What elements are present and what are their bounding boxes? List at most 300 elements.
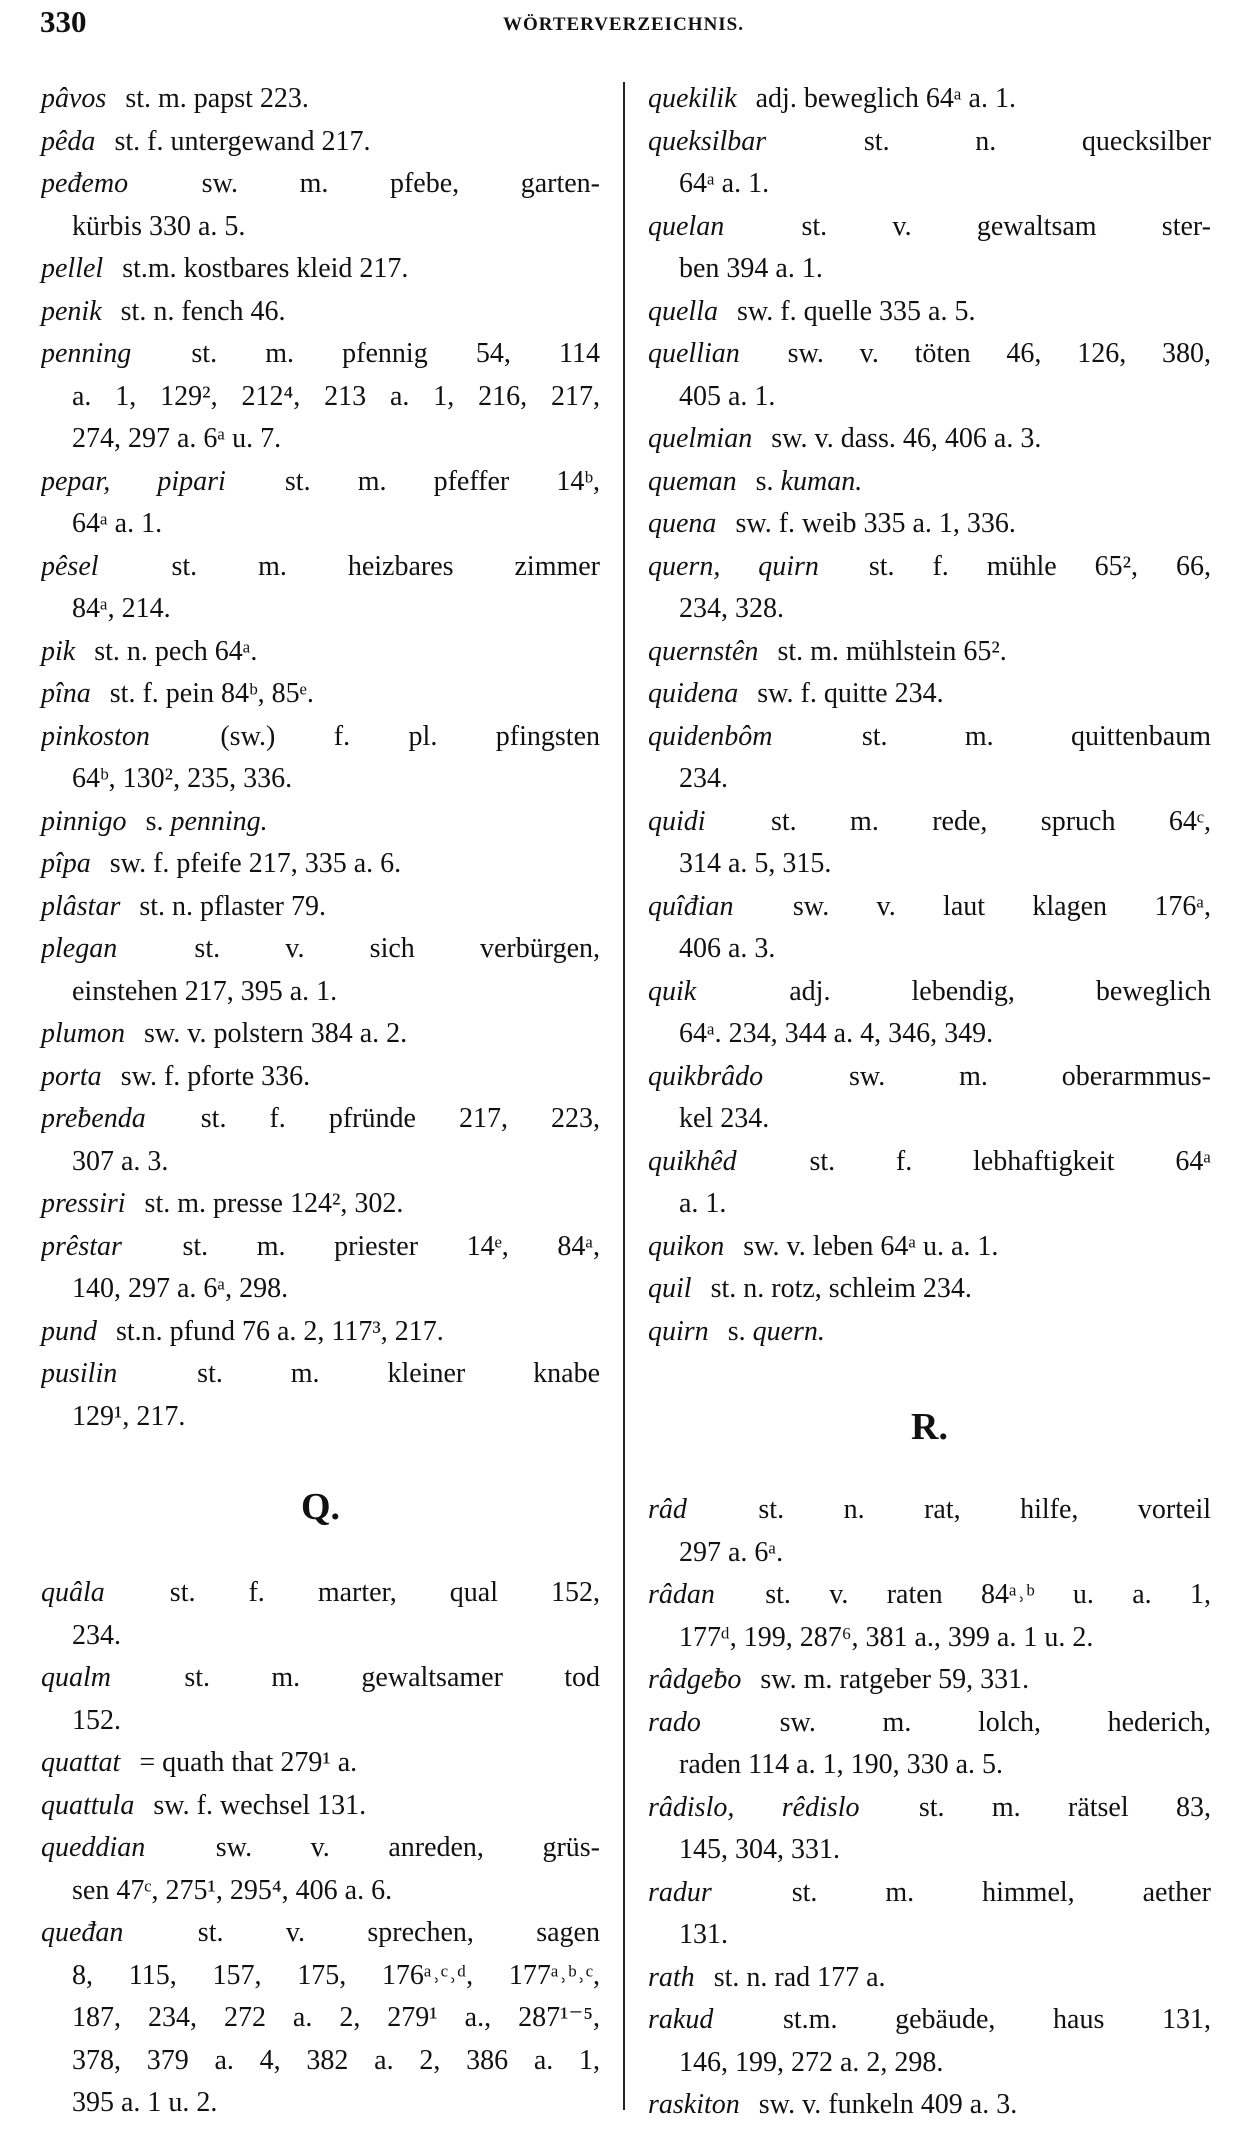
entry-text: 395 a. 1 u. 2. xyxy=(72,2087,218,2118)
entry-text: sen 47ᶜ, 275¹, 295⁴, 406 a. 6. xyxy=(72,1874,393,1906)
entry-text: st. n. pflaster 79. xyxy=(139,890,326,922)
headword: penning xyxy=(41,338,132,369)
entry-text: raden 114 a. 1, 190, 330 a. 5. xyxy=(679,1749,1003,1780)
entry-first-line xyxy=(648,1659,1211,1702)
entry-text: a. 1. xyxy=(679,1188,727,1219)
headword: quattula xyxy=(41,1789,135,1821)
headword: pêda xyxy=(41,125,96,157)
entry-continuation-line xyxy=(41,2040,600,2083)
entry-text: st. f. mühle 65², 66, xyxy=(868,550,1211,582)
entry-text: sw. m. oberarmmus- xyxy=(848,1060,1211,1092)
headword: pepar, pipari xyxy=(41,465,226,497)
entry-first-line xyxy=(41,631,600,674)
dictionary-entry xyxy=(41,1098,600,1183)
entry-text: st.m. gebäude, haus 131, xyxy=(782,2004,1211,2035)
entry-text: st. m. pfeffer 14ᵇ, xyxy=(284,465,600,497)
entry-first-line xyxy=(648,1999,1211,2042)
headword: quil xyxy=(648,1273,692,1304)
headword: pund xyxy=(41,1315,97,1347)
dictionary-entry xyxy=(648,1702,1211,1787)
entry-text: 187, 234, 272 a. 2, 279¹ a., 287¹⁻⁵, xyxy=(72,2002,600,2033)
dictionary-entry xyxy=(648,333,1211,418)
entry-text: 406 a. 3. xyxy=(679,933,776,964)
dictionary-entry xyxy=(648,546,1211,631)
entry-first-line xyxy=(41,1183,600,1226)
entry-continuation-line xyxy=(41,1997,600,2040)
dictionary-entry xyxy=(648,1489,1211,1574)
entry-continuation-line xyxy=(648,248,1211,291)
dictionary-entry xyxy=(648,1999,1211,2084)
entry-text: st. n. rat, hilfe, vorteil xyxy=(758,1494,1211,1525)
headword: pêsel xyxy=(41,550,99,582)
entry-first-line xyxy=(648,2084,1211,2127)
entry-text: s. xyxy=(755,465,774,497)
entry-continuation-line xyxy=(648,843,1211,886)
headword: queksilbar xyxy=(648,125,767,157)
headword: quella xyxy=(648,295,718,327)
entry-text: st. f. lebhaftigkeit 64ᵃ xyxy=(809,1145,1211,1177)
headword: quidi xyxy=(648,805,706,837)
entry-first-line xyxy=(41,163,600,206)
headword: qualm xyxy=(41,1662,111,1693)
entry-first-line xyxy=(41,291,600,334)
entry-text: st. v. sich verbürgen, xyxy=(194,933,600,964)
entry-first-line xyxy=(648,1056,1211,1099)
headword: queman xyxy=(648,465,737,497)
entry-text: s. xyxy=(727,1315,746,1347)
entry-text: st.m. kostbares kleid 217. xyxy=(122,253,409,284)
entry-first-line xyxy=(41,886,600,929)
headword: quikbrâdo xyxy=(648,1060,764,1092)
dictionary-entry xyxy=(41,121,600,164)
entry-text: sw. f. quelle 335 a. 5. xyxy=(737,295,976,327)
headword: quîđian xyxy=(648,890,734,922)
entry-first-line xyxy=(41,1742,600,1785)
section-heading-q: Q. xyxy=(300,1486,341,1528)
dictionary-entry xyxy=(648,1226,1211,1269)
entry-first-line xyxy=(41,121,600,164)
entry-continuation-line xyxy=(41,1870,600,1913)
entry-text: sw. m. pfebe, garten- xyxy=(201,168,600,199)
entry-text: sw. m. lolch, hederich, xyxy=(779,1706,1211,1738)
headword: plâstar xyxy=(41,890,121,922)
entry-first-line xyxy=(648,418,1211,461)
entry-text: s. xyxy=(145,805,164,837)
entry-text: st. n. fench 46. xyxy=(120,295,286,327)
entry-text: sw. f. weib 335 a. 1, 336. xyxy=(735,508,1016,539)
dictionary-entry xyxy=(41,1657,600,1742)
headword: rado xyxy=(648,1706,701,1738)
headword: porta xyxy=(41,1060,102,1092)
entry-first-line xyxy=(648,1574,1211,1617)
entry-first-line xyxy=(648,1226,1211,1269)
entry-first-line xyxy=(41,546,600,589)
dictionary-entry xyxy=(41,546,600,631)
headword: quekilik xyxy=(648,83,737,114)
entry-continuation-line xyxy=(41,971,600,1014)
headword: quikon xyxy=(648,1230,725,1262)
entry-continuation-line xyxy=(648,1617,1211,1660)
entry-first-line xyxy=(648,801,1211,844)
dictionary-entry xyxy=(648,418,1211,461)
entry-text: sw. f. pforte 336. xyxy=(120,1060,311,1092)
entry-text: st. n. rotz, schleim 234. xyxy=(710,1273,972,1304)
right-column-entries xyxy=(648,78,1211,1353)
entry-first-line xyxy=(648,631,1211,674)
headword: plegan xyxy=(41,933,118,964)
entry-text: st.n. pfund 76 a. 2, 117³, 217. xyxy=(116,1315,444,1347)
headword: quellian xyxy=(648,338,740,369)
cross-reference: kuman. xyxy=(780,465,863,497)
dictionary-entry xyxy=(41,1226,600,1311)
dictionary-entry xyxy=(41,843,600,886)
entry-text: st. f. pfründe 217, 223, xyxy=(200,1103,600,1134)
headword: quena xyxy=(648,508,717,539)
dictionary-entry xyxy=(648,1574,1211,1659)
entry-first-line xyxy=(41,1657,600,1700)
section-q-entries xyxy=(41,1572,600,2125)
entry-text: 64ᵃ a. 1. xyxy=(679,168,770,199)
entry-text: sw. v. töten 46, 126, 380, xyxy=(787,338,1211,369)
entry-first-line xyxy=(648,121,1211,164)
headword: pinkoston xyxy=(41,720,150,752)
entry-text: st. m. papst 223. xyxy=(125,83,309,114)
dictionary-entry xyxy=(648,503,1211,546)
entry-text: st. m. heizbares zimmer xyxy=(171,550,600,582)
dictionary-entry xyxy=(41,1056,600,1099)
headword: râdan xyxy=(648,1579,715,1610)
entry-text: st. m. priester 14ᵉ, 84ᵃ, xyxy=(182,1230,600,1262)
dictionary-entry xyxy=(648,78,1211,121)
entry-text: a. 1, 129², 212⁴, 213 a. 1, 216, 217, xyxy=(72,380,600,412)
entry-continuation-line xyxy=(648,163,1211,206)
dictionary-entry xyxy=(41,801,600,844)
dictionary-entry xyxy=(648,801,1211,886)
entry-text: st. m. himmel, aether xyxy=(791,1876,1211,1908)
entry-text: 274, 297 a. 6ᵃ u. 7. xyxy=(72,423,282,454)
dictionary-entry xyxy=(648,1141,1211,1226)
entry-continuation-line xyxy=(648,928,1211,971)
entry-text: 405 a. 1. xyxy=(679,380,776,412)
entry-text: sw. v. funkeln 409 a. 3. xyxy=(758,2089,1018,2120)
headword: pik xyxy=(41,635,76,667)
entry-text: st. m. quittenbaum xyxy=(861,720,1211,752)
entry-text: st. f. pein 84ᵇ, 85ᵉ. xyxy=(109,678,314,709)
headword: quirn xyxy=(648,1315,709,1347)
entry-continuation-line xyxy=(648,1532,1211,1575)
dictionary-entry xyxy=(41,1827,600,1912)
entry-text: st. m. presse 124², 302. xyxy=(144,1188,404,1219)
cross-reference: quern. xyxy=(752,1315,825,1347)
headword: raskiton xyxy=(648,2089,740,2120)
entry-continuation-line xyxy=(41,1955,600,1998)
dictionary-entry xyxy=(41,1572,600,1657)
dictionary-entry xyxy=(41,928,600,1013)
entry-text: st. n. pech 64ᵃ. xyxy=(94,635,258,667)
section-heading-r: R. xyxy=(911,1406,948,1448)
headword: penik xyxy=(41,295,102,327)
entry-text: 8, 115, 157, 175, 176ᵃ˒ᶜ˒ᵈ, 177ᵃ˒ᵇ˒ᶜ, xyxy=(72,1959,600,1991)
entry-text: st. v. raten 84ᵃ˒ᵇ u. a. 1, xyxy=(765,1579,1211,1610)
entry-continuation-line xyxy=(41,503,600,546)
entry-text: einstehen 217, 395 a. 1. xyxy=(72,975,338,1007)
headword: pâvos xyxy=(41,83,107,114)
entry-first-line xyxy=(41,1827,600,1870)
headword: queđan xyxy=(41,1917,124,1948)
entry-first-line xyxy=(648,1268,1211,1311)
entry-first-line xyxy=(648,1872,1211,1915)
dictionary-entry xyxy=(41,1353,600,1438)
entry-text: 152. xyxy=(72,1704,121,1736)
entry-first-line xyxy=(648,673,1211,716)
entry-first-line xyxy=(648,1957,1211,2000)
dictionary-entry xyxy=(41,78,600,121)
headword: râd xyxy=(648,1494,687,1525)
dictionary-entry xyxy=(648,291,1211,334)
entry-text: st. m. rätsel 83, xyxy=(918,1791,1211,1823)
dictionary-entry xyxy=(41,631,600,674)
headword: pinnigo xyxy=(41,805,127,837)
dictionary-entry xyxy=(648,886,1211,971)
dictionary-entry xyxy=(41,886,600,929)
headword: quelmian xyxy=(648,423,753,454)
entry-continuation-line xyxy=(41,376,600,419)
entry-text: 234. xyxy=(72,1619,121,1651)
entry-continuation-line xyxy=(648,2042,1211,2085)
dictionary-entry xyxy=(648,461,1211,504)
entry-continuation-line xyxy=(41,1700,600,1743)
entry-continuation-line xyxy=(41,588,600,631)
entry-text: st. m. rede, spruch 64ᶜ, xyxy=(770,805,1211,837)
dictionary-entry xyxy=(41,1311,600,1354)
dictionary-entry xyxy=(648,971,1211,1056)
entry-first-line xyxy=(41,1013,600,1056)
entry-text: st. f. marter, qual 152, xyxy=(169,1577,600,1608)
headword: quidenbôm xyxy=(648,720,773,752)
entry-first-line xyxy=(648,546,1211,589)
entry-continuation-line xyxy=(648,1098,1211,1141)
dictionary-entry xyxy=(41,1785,600,1828)
entry-first-line xyxy=(41,1912,600,1955)
dictionary-entry xyxy=(648,2084,1211,2127)
entry-first-line xyxy=(41,1311,600,1354)
entry-first-line xyxy=(648,1311,1211,1354)
dictionary-entry xyxy=(41,1183,600,1226)
entry-text: 297 a. 6ᵃ. xyxy=(679,1536,784,1568)
headword: peđemo xyxy=(41,168,129,199)
entry-continuation-line xyxy=(648,758,1211,801)
entry-text: 234. xyxy=(679,763,728,794)
entry-text: sw. f. pfeife 217, 335 a. 6. xyxy=(109,848,402,879)
entry-continuation-line xyxy=(41,418,600,461)
headword: preƀenda xyxy=(41,1103,146,1134)
dictionary-entry xyxy=(648,673,1211,716)
left-column-entries xyxy=(41,78,600,1438)
entry-text: sw. v. polstern 384 a. 2. xyxy=(144,1018,408,1049)
entry-first-line xyxy=(648,461,1211,504)
cross-reference: penning. xyxy=(170,805,268,837)
headword: quelan xyxy=(648,210,725,242)
headword: rakud xyxy=(648,2004,714,2035)
headword: quernstên xyxy=(648,635,759,667)
entry-first-line xyxy=(648,78,1211,121)
entry-first-line xyxy=(41,248,600,291)
entry-text: st. v. sprechen, sagen xyxy=(197,1917,600,1948)
entry-first-line xyxy=(41,1056,600,1099)
dictionary-entry xyxy=(648,1659,1211,1702)
entry-text: adj. lebendig, beweglich xyxy=(789,975,1211,1007)
dictionary-entry xyxy=(648,1056,1211,1141)
entry-first-line xyxy=(41,1572,600,1615)
entry-first-line xyxy=(41,1785,600,1828)
dictionary-entry xyxy=(648,121,1211,206)
headword: queddian xyxy=(41,1832,146,1863)
dictionary-entry xyxy=(648,631,1211,674)
entry-text: 177ᵈ, 199, 287⁶, 381 a., 399 a. 1 u. 2. xyxy=(679,1621,1094,1653)
entry-text: st. m. gewaltsamer tod xyxy=(184,1662,600,1693)
headword: radur xyxy=(648,1876,712,1908)
entry-text: sw. v. dass. 46, 406 a. 3. xyxy=(771,423,1042,454)
entry-text: sw. v. leben 64ᵃ u. a. 1. xyxy=(743,1230,999,1262)
headword: râdislo, rêdislo xyxy=(648,1791,860,1823)
headword: pusilin xyxy=(41,1358,118,1389)
entry-text: adj. beweglich 64ᵃ a. 1. xyxy=(755,83,1016,114)
column-divider xyxy=(623,82,625,2110)
section-r-entries xyxy=(648,1489,1211,2127)
entry-text: kel 234. xyxy=(679,1103,770,1134)
headword: quern, quirn xyxy=(648,550,819,582)
entry-first-line xyxy=(41,461,600,504)
entry-text: 140, 297 a. 6ᵃ, 298. xyxy=(72,1273,289,1304)
entry-text: st. m. mühlstein 65². xyxy=(777,635,1007,667)
headword: pîna xyxy=(41,678,91,709)
entry-continuation-line xyxy=(648,1914,1211,1957)
entry-text: ben 394 a. 1. xyxy=(679,253,823,284)
entry-first-line xyxy=(41,673,600,716)
entry-continuation-line xyxy=(41,2082,600,2125)
entry-text: = quath that 279¹ a. xyxy=(139,1747,358,1778)
dictionary-entry xyxy=(648,1957,1211,2000)
entry-continuation-line xyxy=(648,376,1211,419)
entry-first-line xyxy=(648,333,1211,376)
entry-text: sw. m. ratgeber 59, 331. xyxy=(760,1664,1030,1695)
entry-text: kürbis 330 a. 5. xyxy=(72,210,246,242)
page-number: 330 xyxy=(40,4,87,39)
dictionary-entry xyxy=(41,673,600,716)
entry-text: 64ᵇ, 130², 235, 336. xyxy=(72,763,293,794)
entry-text: (sw.) f. pl. pfingsten xyxy=(220,720,600,752)
entry-first-line xyxy=(41,1353,600,1396)
entry-text: 64ᵃ a. 1. xyxy=(72,508,163,539)
dictionary-entry xyxy=(648,1787,1211,1872)
entry-first-line xyxy=(648,1489,1211,1532)
headword: rath xyxy=(648,1961,695,1993)
headword: quâla xyxy=(41,1577,105,1608)
entry-continuation-line xyxy=(41,1396,600,1439)
dictionary-entry xyxy=(648,206,1211,291)
entry-continuation-line xyxy=(41,1615,600,1658)
headword: prêstar xyxy=(41,1230,122,1262)
dictionary-entry xyxy=(41,461,600,546)
entry-text: st. v. gewaltsam ster- xyxy=(801,210,1211,242)
dictionary-entry xyxy=(41,1013,600,1056)
headword: quikhêd xyxy=(648,1145,737,1177)
entry-text: 84ᵃ, 214. xyxy=(72,593,171,624)
entry-text: sw. f. wechsel 131. xyxy=(153,1789,367,1821)
entry-text: 314 a. 5, 315. xyxy=(679,848,832,879)
dictionary-entry xyxy=(41,248,600,291)
headword: pellel xyxy=(41,253,104,284)
entry-text: sw. v. anreden, grüs- xyxy=(215,1832,600,1863)
entry-text: sw. f. quitte 234. xyxy=(757,678,944,709)
entry-first-line xyxy=(41,1098,600,1141)
dictionary-entry xyxy=(41,1912,600,2125)
entry-text: st. m. pfennig 54, 114 xyxy=(191,338,600,369)
headword: quik xyxy=(648,975,697,1007)
entry-continuation-line xyxy=(41,206,600,249)
entry-text: 146, 199, 272 a. 2, 298. xyxy=(679,2046,944,2078)
dictionary-entry xyxy=(41,716,600,801)
entry-text: 64ᵃ. 234, 344 a. 4, 346, 349. xyxy=(679,1018,994,1049)
entry-continuation-line xyxy=(648,1183,1211,1226)
entry-first-line xyxy=(41,801,600,844)
entry-text: st. f. untergewand 217. xyxy=(114,125,371,157)
entry-first-line xyxy=(648,291,1211,334)
dictionary-entry xyxy=(648,1268,1211,1311)
entry-first-line xyxy=(41,928,600,971)
entry-continuation-line xyxy=(41,1141,600,1184)
entry-continuation-line xyxy=(648,588,1211,631)
entry-text: st. n. rad 177 a. xyxy=(713,1961,886,1993)
dictionary-entry xyxy=(648,1872,1211,1957)
headword: quattat xyxy=(41,1747,121,1778)
entry-first-line xyxy=(648,206,1211,249)
dictionary-entry xyxy=(41,1742,600,1785)
entry-first-line xyxy=(648,716,1211,759)
dictionary-entry xyxy=(41,291,600,334)
dictionary-entry xyxy=(41,333,600,461)
entry-first-line xyxy=(648,971,1211,1014)
entry-first-line xyxy=(648,1787,1211,1830)
headword: quidena xyxy=(648,678,739,709)
entry-first-line xyxy=(648,1141,1211,1184)
entry-first-line xyxy=(41,78,600,121)
dictionary-entry xyxy=(648,1311,1211,1354)
headword: râdgeƀo xyxy=(648,1664,742,1695)
dictionary-entry xyxy=(648,716,1211,801)
entry-continuation-line xyxy=(41,1268,600,1311)
entry-continuation-line xyxy=(41,758,600,801)
entry-text: 234, 328. xyxy=(679,593,784,624)
entry-first-line xyxy=(41,843,600,886)
entry-continuation-line xyxy=(648,1013,1211,1056)
entry-continuation-line xyxy=(648,1744,1211,1787)
dictionary-entry xyxy=(41,163,600,248)
entry-text: 378, 379 a. 4, 382 a. 2, 386 a. 1, xyxy=(72,2044,600,2076)
headword: pressiri xyxy=(41,1188,126,1219)
entry-first-line xyxy=(41,1226,600,1269)
entry-text: sw. v. laut klagen 176ᵃ, xyxy=(792,890,1211,922)
entry-continuation-line xyxy=(648,1829,1211,1872)
entry-text: st. m. kleiner knabe xyxy=(197,1358,600,1389)
running-title: WÖRTERVERZEICHNIS. xyxy=(502,14,745,35)
entry-text: 307 a. 3. xyxy=(72,1145,169,1177)
entry-first-line xyxy=(41,716,600,759)
entry-first-line xyxy=(648,503,1211,546)
entry-text: 145, 304, 331. xyxy=(679,1834,840,1865)
entry-first-line xyxy=(41,333,600,376)
entry-first-line xyxy=(648,1702,1211,1745)
